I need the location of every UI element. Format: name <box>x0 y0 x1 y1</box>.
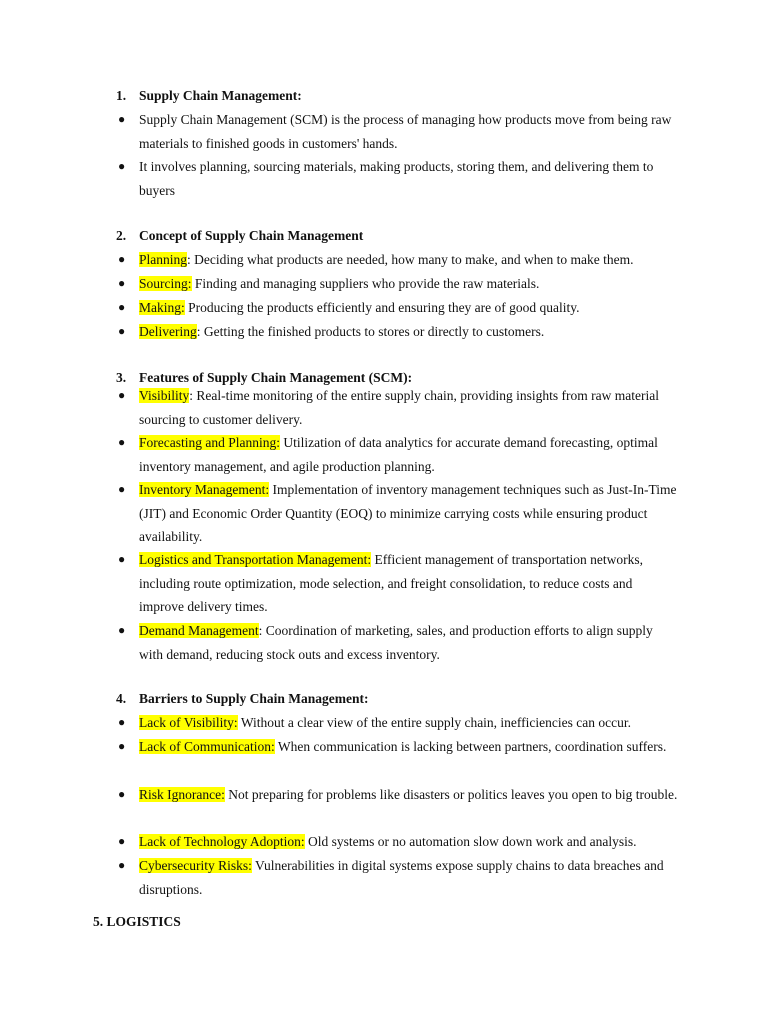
section-heading <box>116 228 363 244</box>
item-description: It involves planning, sourcing materials, making products, storing them, and delivering them to buyers <box>139 159 654 198</box>
section-title: Barriers to Supply Chain Management: <box>139 691 369 706</box>
section-title: Features of Supply Chain Management (SCM): <box>139 370 413 385</box>
bullet-icon: ● <box>118 388 126 402</box>
item-text <box>139 384 679 431</box>
bullet-icon: ● <box>118 787 126 801</box>
highlighted-term: Making: <box>139 300 185 315</box>
bullet-icon: ● <box>118 715 126 729</box>
bullet-icon: ● <box>118 252 126 266</box>
item-description: Implementation of inventory management techniques such as Just-In-Time (JIT) and Economic Order Quantity (EOQ) to minimize carrying costs while ensuring product availability. <box>139 482 677 544</box>
highlighted-term: Forecasting and Planning: <box>139 435 280 450</box>
item-description: Producing the products efficiently and ensuring they are of good quality. <box>184 300 580 315</box>
item-text <box>139 431 679 478</box>
item-description: Supply Chain Management (SCM) is the process of managing how products move from being raw materials to finished goods in customers' hands. <box>139 112 672 151</box>
section-number: 1. <box>116 88 127 103</box>
item-description: Utilization of data analytics for accurate demand forecasting, optimal inventory management, and agile production planning. <box>139 435 658 474</box>
item-description: : Getting the finished products to stores or directly to customers. <box>196 324 545 339</box>
bullet-icon: ● <box>118 482 126 496</box>
item-text <box>139 155 679 202</box>
highlighted-term: Sourcing: <box>139 276 192 291</box>
item-text <box>139 830 679 854</box>
item-text <box>139 548 679 619</box>
item-description: Finding and managing suppliers who provide the raw materials. <box>191 276 540 291</box>
item-text <box>139 783 679 807</box>
bullet-icon: ● <box>118 159 126 173</box>
bullet-icon: ● <box>118 435 126 449</box>
item-text <box>139 248 679 272</box>
logistics-heading: 5. LOGISTICS <box>93 914 181 929</box>
item-description: Vulnerabilities in digital systems expose supply chains to data breaches and disruptions. <box>139 858 664 897</box>
bullet-icon: ● <box>118 739 126 753</box>
item-description: : Coordination of marketing, sales, and production efforts to align supply with demand, reducing stock outs and excess inventory. <box>139 623 653 662</box>
item-text <box>139 854 679 901</box>
item-description: Without a clear view of the entire supply chain, inefficiencies can occur. <box>237 715 631 730</box>
item-text <box>139 272 679 296</box>
highlighted-term: Inventory Management: <box>139 482 270 497</box>
item-description: : Deciding what products are needed, how many to make, and when to make them. <box>187 252 634 267</box>
section-heading <box>116 691 369 707</box>
item-text <box>139 478 679 549</box>
bullet-icon: ● <box>118 834 126 848</box>
bullet-icon: ● <box>118 112 126 126</box>
highlighted-term: Visibility <box>139 388 190 403</box>
highlighted-term: Demand Management <box>139 623 259 638</box>
item-text <box>139 619 679 666</box>
item-description: Not preparing for problems like disasters or politics leaves you open to big trouble. <box>224 787 678 802</box>
highlighted-term: Lack of Technology Adoption: <box>139 834 305 849</box>
section-title: Concept of Supply Chain Management <box>139 228 364 243</box>
highlighted-term: Lack of Communication: <box>139 739 275 754</box>
item-text <box>139 320 679 344</box>
item-description: : Real-time monitoring of the entire supply chain, providing insights from raw material sourcing to customer delivery. <box>139 388 659 427</box>
highlighted-term: Cybersecurity Risks: <box>139 858 252 873</box>
section-title: Supply Chain Management: <box>139 88 302 103</box>
bullet-icon: ● <box>118 324 126 338</box>
bullet-icon: ● <box>118 276 126 290</box>
item-text <box>139 711 679 735</box>
item-text <box>139 296 679 320</box>
bullet-icon: ● <box>118 858 126 872</box>
highlighted-term: Logistics and Transportation Management: <box>139 552 372 567</box>
section-number: 2. <box>116 228 127 243</box>
bullet-icon: ● <box>118 552 126 566</box>
section-number: 3. <box>116 370 127 385</box>
highlighted-term: Planning <box>139 252 188 267</box>
item-text <box>139 735 679 759</box>
bullet-icon: ● <box>118 623 126 637</box>
highlighted-term: Lack of Visibility: <box>139 715 238 730</box>
section-heading <box>116 88 302 104</box>
item-description: When communication is lacking between partners, coordination suffers. <box>274 739 667 754</box>
highlighted-term: Risk Ignorance: <box>139 787 225 802</box>
section-number: 4. <box>116 691 127 706</box>
item-description: Old systems or no automation slow down work and analysis. <box>304 834 637 849</box>
bullet-icon: ● <box>118 300 126 314</box>
highlighted-term: Delivering <box>139 324 197 339</box>
item-text <box>139 108 679 155</box>
item-description: Efficient management of transportation networks, including route optimization, mode selection, and freight consolidation, to reduce costs and improve delivery times. <box>139 552 644 614</box>
